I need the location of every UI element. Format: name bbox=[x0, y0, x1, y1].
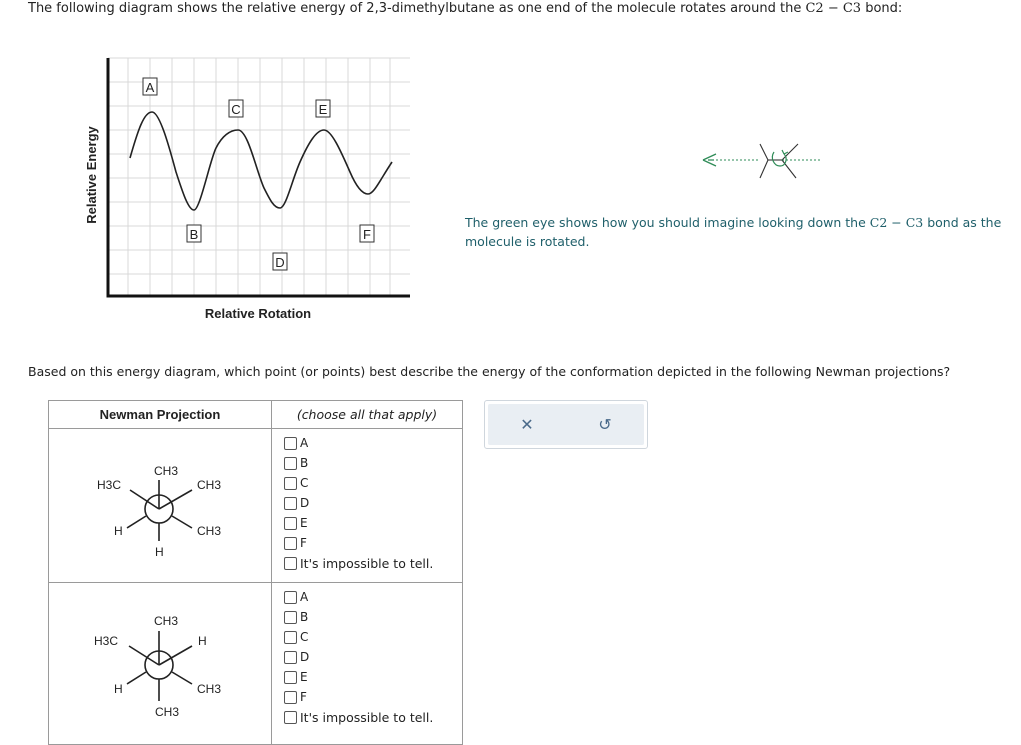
x-axis-label: Relative Rotation bbox=[204, 306, 312, 321]
choice-option[interactable]: It's impossible to tell. bbox=[284, 553, 462, 573]
choices-cell-1 bbox=[272, 429, 463, 583]
close-icon[interactable]: ✕ bbox=[520, 414, 534, 434]
y-axis-label: Relative Energy bbox=[84, 126, 99, 224]
point-a-label bbox=[143, 78, 157, 95]
front-top-label: CH3 bbox=[154, 464, 179, 478]
front-right-label: H bbox=[198, 634, 207, 648]
molecule-sketch bbox=[760, 144, 820, 178]
checkbox[interactable] bbox=[284, 711, 297, 724]
choices-cell-2 bbox=[272, 583, 463, 745]
svg-text:B: B bbox=[189, 227, 199, 242]
point-d-label bbox=[273, 253, 287, 270]
checkbox[interactable] bbox=[284, 437, 297, 450]
choice-list bbox=[272, 583, 462, 727]
checkbox[interactable] bbox=[284, 631, 297, 644]
back-left-label: H bbox=[114, 524, 123, 538]
checkbox[interactable] bbox=[284, 517, 297, 530]
back-left-label: H bbox=[114, 682, 123, 696]
eye-icon bbox=[703, 154, 716, 166]
choice-option[interactable]: A bbox=[284, 433, 462, 453]
intro-text bbox=[28, 1, 902, 16]
checkbox[interactable] bbox=[284, 691, 297, 704]
svg-text:E: E bbox=[318, 102, 328, 117]
energy-curve bbox=[130, 112, 392, 210]
table-row bbox=[49, 583, 463, 745]
choice-option[interactable]: E bbox=[284, 513, 462, 533]
intro-main: The following diagram shows the relative energy of 2,3-dimethylbutane as one end of the molecule rotates around the bbox=[28, 1, 802, 16]
checkbox[interactable] bbox=[284, 477, 297, 490]
eye-note-suffix: bond as the molecule is rotated. bbox=[465, 215, 1002, 249]
newman-projection-1 bbox=[49, 429, 272, 583]
question-text: Based on this energy diagram, which point (or points) best describe the energy of the conformation depicted in the following Newman projections? bbox=[28, 364, 951, 379]
checkbox[interactable] bbox=[284, 671, 297, 684]
table-row bbox=[49, 429, 463, 583]
undo-icon[interactable]: ↺ bbox=[598, 414, 612, 434]
svg-text:F: F bbox=[363, 227, 371, 242]
back-right-label: CH3 bbox=[197, 682, 222, 696]
checkbox[interactable] bbox=[284, 557, 297, 570]
choice-option[interactable]: It's impossible to tell. bbox=[284, 707, 462, 727]
answer-tools-bar bbox=[488, 404, 644, 445]
newman-projection-2 bbox=[49, 583, 272, 745]
checkbox[interactable] bbox=[284, 537, 297, 550]
point-f-label bbox=[360, 225, 374, 242]
checkbox[interactable] bbox=[284, 611, 297, 624]
newman-table bbox=[48, 400, 463, 745]
checkbox[interactable] bbox=[284, 651, 297, 664]
choice-option[interactable]: F bbox=[284, 687, 462, 707]
svg-text:C: C bbox=[231, 102, 241, 117]
col-choices-header: (choose all that apply) bbox=[272, 401, 463, 429]
choice-option[interactable]: D bbox=[284, 647, 462, 667]
choice-option[interactable]: A bbox=[284, 587, 462, 607]
eye-diagram bbox=[700, 138, 830, 190]
rotation-arrow-icon bbox=[772, 152, 786, 166]
point-b-label bbox=[187, 225, 201, 242]
back-bottom-label: CH3 bbox=[155, 705, 180, 719]
checkbox[interactable] bbox=[284, 497, 297, 510]
front-right-label: CH3 bbox=[197, 478, 222, 492]
checkbox[interactable] bbox=[284, 591, 297, 604]
point-c-label bbox=[229, 100, 243, 117]
choice-option[interactable]: D bbox=[284, 493, 462, 513]
eye-note bbox=[465, 213, 1021, 251]
front-left-label: H3C bbox=[97, 478, 122, 492]
choice-option[interactable]: C bbox=[284, 627, 462, 647]
back-right-label: CH3 bbox=[197, 524, 222, 538]
front-left-label: H3C bbox=[94, 634, 119, 648]
answer-tools bbox=[484, 400, 648, 449]
front-top-label: CH3 bbox=[154, 614, 179, 628]
choice-option[interactable]: B bbox=[284, 453, 462, 473]
choice-list bbox=[272, 429, 462, 573]
checkbox[interactable] bbox=[284, 457, 297, 470]
back-bottom-label: H bbox=[155, 545, 164, 559]
intro-suffix: bond: bbox=[865, 1, 903, 16]
choice-option[interactable]: E bbox=[284, 667, 462, 687]
choice-option[interactable]: F bbox=[284, 533, 462, 553]
svg-text:D: D bbox=[275, 255, 285, 270]
point-e-label bbox=[316, 100, 330, 117]
svg-text:A: A bbox=[145, 80, 155, 95]
eye-note-bond: C2 − C3 bbox=[869, 215, 924, 230]
intro-bond: C2 − C3 bbox=[805, 1, 862, 16]
choice-option[interactable]: B bbox=[284, 607, 462, 627]
eye-note-main: The green eye shows how you should imagine looking down the bbox=[465, 215, 866, 230]
energy-diagram bbox=[80, 50, 420, 330]
choice-option[interactable]: C bbox=[284, 473, 462, 493]
col-projection-header: Newman Projection bbox=[49, 401, 272, 429]
